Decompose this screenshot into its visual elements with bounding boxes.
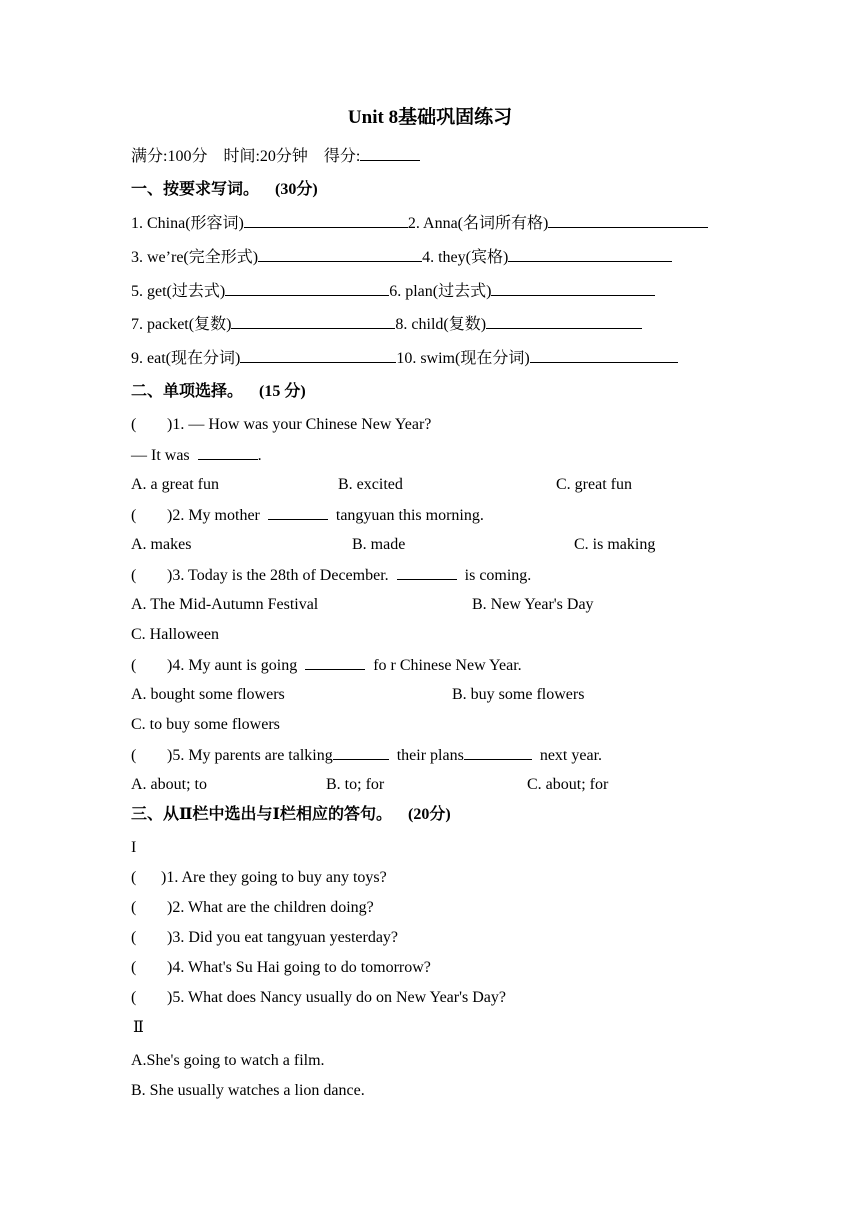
section1-heading [131,180,318,200]
full-marks: 满分:100分 [131,148,208,165]
s3-question-5 [131,988,506,1008]
q1-blank[interactable] [198,445,258,460]
time-limit: 时间:20分钟 [223,148,308,165]
s3-q2-text: )2. What are the children doing? [167,899,374,916]
s1-blank-6[interactable] [491,281,655,296]
s1-item-7: 7. packet(复数) [131,316,232,333]
section2-title: 二、单项选择。 [131,383,244,400]
answer-paren[interactable]: ( [131,657,137,674]
q2-stem: )2. My mother [167,507,260,524]
answer-paren[interactable]: ( [131,989,137,1006]
s3-q4-text: )4. What's Su Hai going to do tomorrow? [167,959,431,976]
section1-title: 一、按要求写词。 [131,181,260,198]
s1-item-1: 1. China(形容词) [131,215,244,232]
s1-blank-7[interactable] [231,314,395,329]
q4-option-c[interactable]: C. to buy some flowers [131,716,280,733]
s3-answer-a: A.She's going to watch a film. [131,1052,325,1069]
s1-item-4: 4. they(宾格) [422,249,509,266]
answer-paren[interactable]: ( [131,747,137,764]
q3-option-c[interactable]: C. Halloween [131,626,219,643]
s3-q3-text: )3. Did you eat tangyuan yesterday? [167,929,399,946]
answer-paren[interactable]: ( [131,507,137,524]
s3-answer-b: B. She usually watches a lion dance. [131,1082,365,1099]
q1-line2: — It was [131,447,190,464]
section2-points: (15 分) [259,383,306,400]
answer-paren[interactable]: ( [131,929,137,946]
answer-paren[interactable]: ( [131,416,137,433]
s3-question-4 [131,958,431,978]
s2-question-2 [131,505,484,526]
s1-item-5: 5. get(过去式) [131,283,226,300]
answer-paren[interactable]: ( [131,899,137,916]
q5-blank-1[interactable] [333,745,389,760]
s2-question-1-line2 [131,445,262,466]
section1-points: (30分) [275,181,318,198]
s1-row-2 [131,247,672,268]
score-blank[interactable] [360,146,420,161]
s1-blank-5[interactable] [225,281,389,296]
answer-paren[interactable]: ( [131,959,137,976]
q5-stem: )5. My parents are talking [167,747,333,764]
q5-blank-2[interactable] [464,745,532,760]
info-line [131,146,420,167]
q2-blank[interactable] [268,505,328,520]
s3-question-3 [131,928,398,948]
s1-item-8: 8. child(复数) [395,316,487,333]
s1-item-2: 2. Anna(名词所有格) [407,215,549,232]
q2-option-b[interactable]: B. made [352,536,406,553]
q1-period: . [257,447,262,464]
q1-option-b[interactable]: B. excited [338,476,403,493]
q4-option-b[interactable]: B. buy some flowers [452,686,585,703]
s1-item-9: 9. eat(现在分词) [131,350,241,367]
section2-heading [131,382,306,402]
s1-blank-8[interactable] [486,314,642,329]
s2-question-5 [131,745,602,766]
section3-points: (20分) [407,806,451,823]
s1-blank-1[interactable] [244,213,408,228]
q5-stem-mid: their plans [396,747,464,764]
s3-question-2 [131,898,374,918]
s1-blank-2[interactable] [548,213,708,228]
section3-heading [131,805,451,825]
column-two-label: Ⅱ [133,1019,144,1036]
q2-option-c[interactable]: C. is making [574,536,656,553]
score-label: 得分: [323,148,361,165]
q4-option-a[interactable]: A. bought some flowers [131,686,285,703]
s1-row-3 [131,281,655,302]
s2-question-1 [131,415,431,435]
s1-blank-9[interactable] [240,348,396,363]
q4-stem-end: fo r Chinese New Year. [373,657,522,674]
q1-option-c[interactable]: C. great fun [556,476,632,493]
s2-question-4 [131,655,522,676]
q4-blank[interactable] [305,655,365,670]
q5-option-c[interactable]: C. about; for [527,776,609,793]
s1-item-10: 10. swim(现在分词) [396,350,530,367]
s1-row-4 [131,314,642,335]
q3-blank[interactable] [397,565,457,580]
answer-paren[interactable]: ( [131,869,137,886]
page-title: Unit 8基础巩固练习 [347,107,513,128]
s1-blank-10[interactable] [530,348,678,363]
q3-stem-end: is coming. [464,567,532,584]
q5-option-a[interactable]: A. about; to [131,776,207,793]
q1-option-a[interactable]: A. a great fun [131,476,219,493]
answer-paren[interactable]: ( [131,567,137,584]
s1-row-1 [131,213,708,234]
q5-option-b[interactable]: B. to; for [326,776,385,793]
q2-stem-end: tangyuan this morning. [335,507,484,524]
column-one-label: I [131,839,137,856]
q5-stem-end: next year. [539,747,603,764]
s3-question-1 [131,868,387,888]
section3-title: 三、从Ⅱ栏中选出与Ⅰ栏相应的答句。 [131,806,392,823]
s2-question-3 [131,565,531,586]
s1-item-6: 6. plan(过去式) [389,283,492,300]
s1-blank-3[interactable] [258,247,422,262]
s3-q1-text: )1. Are they going to buy any toys? [161,869,387,886]
q2-option-a[interactable]: A. makes [131,536,192,553]
q3-stem: )3. Today is the 28th of December. [167,567,389,584]
q4-stem: )4. My aunt is going [167,657,298,674]
s1-item-3: 3. we’re(完全形式) [131,249,259,266]
s3-q5-text: )5. What does Nancy usually do on New Year's Day? [167,989,506,1006]
q3-option-b[interactable]: B. New Year's Day [472,596,594,613]
s1-row-5 [131,348,678,369]
q3-option-a[interactable]: A. The Mid-Autumn Festival [131,596,319,613]
q1-stem: )1. — How was your Chinese New Year? [167,416,432,433]
s1-blank-4[interactable] [508,247,672,262]
